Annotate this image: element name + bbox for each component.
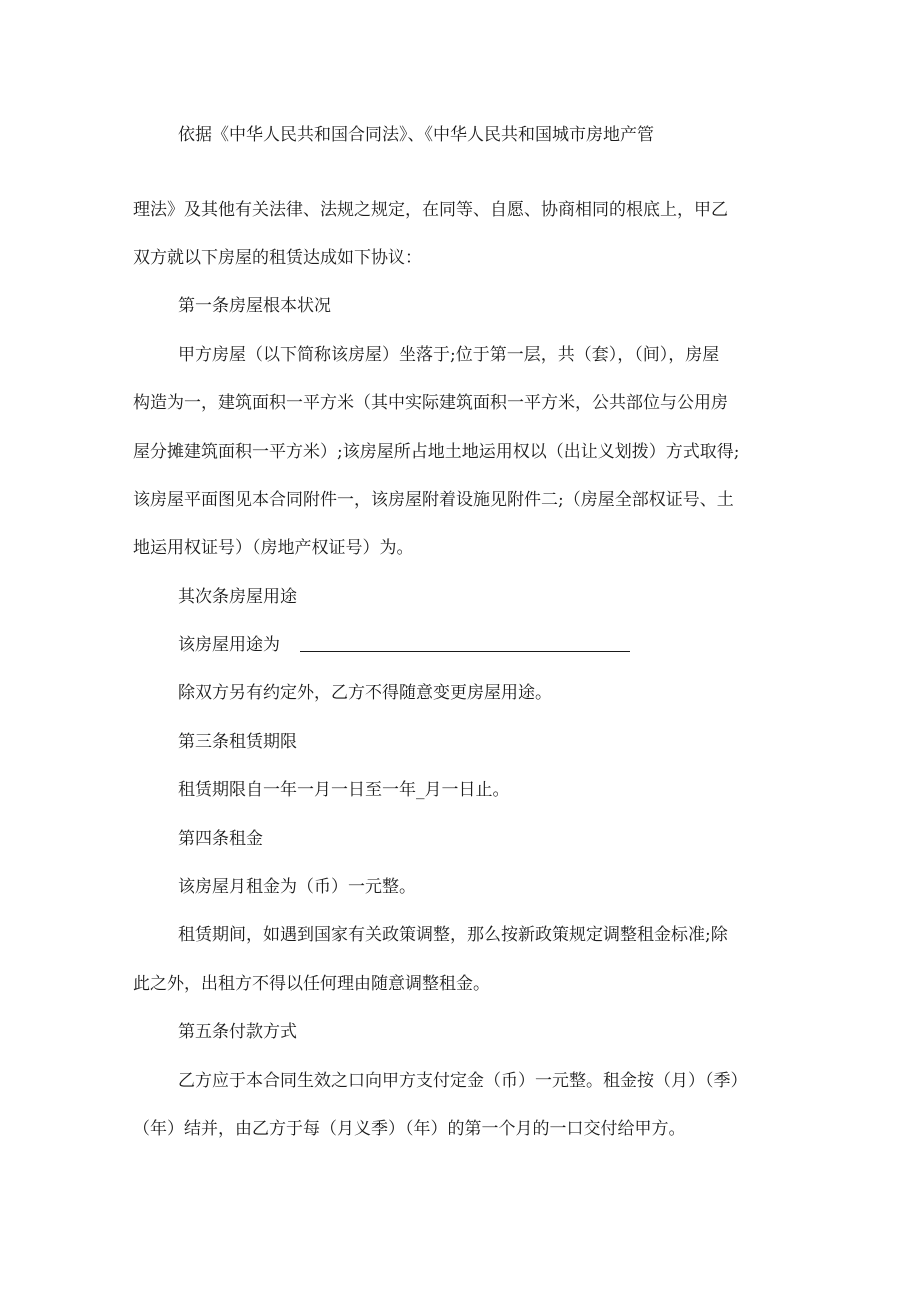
paragraph-line-4: 甲方房屋（以下简称该房屋）坐落于;位于第一层，共（套），（间），房屋 bbox=[178, 345, 720, 365]
paragraph-line-13: 此之外，出租方不得以任何理由随意调整租金。 bbox=[133, 974, 490, 994]
usage-blank-line bbox=[300, 651, 630, 652]
paragraph-line-2: 理法》及其他有关法律、法规之规定，在同等、自愿、协商相同的根底上，甲乙 bbox=[133, 200, 728, 220]
paragraph-line-7: 该房屋平面图见本合同附件一，该房屋附着设施见附件二;（房屋全部权证号、土 bbox=[133, 490, 734, 510]
paragraph-line-10: 租赁期限自一年一月一日至一年_月一日止。 bbox=[178, 780, 510, 800]
section-heading-1: 第一条房屋根本状况 bbox=[178, 296, 331, 316]
paragraph-line-5: 构造为一，建筑面积一平方米（其中实际建筑面积一平方米，公共部位与公用房 bbox=[133, 393, 728, 413]
section-heading-2: 其次条房屋用途 bbox=[178, 587, 297, 607]
paragraph-line-6: 屋分摊建筑面积一平方米）;该房屋所占地土地运用权以（出让义划拨）方式取得; bbox=[133, 442, 740, 462]
paragraph-line-15: （年）结并，由乙方于每（月义季）（年）的第一个月的一口交付给甲方。 bbox=[133, 1119, 686, 1139]
paragraph-line-12: 租赁期间，如遇到国家有关政策调整，那么按新政策规定调整租金标准;除 bbox=[178, 925, 728, 945]
paragraph-line-11: 该房屋月租金为（币）一元整。 bbox=[178, 877, 416, 897]
paragraph-line-9: 除双方另有约定外，乙方不得随意变更房屋用途。 bbox=[178, 683, 552, 703]
section-heading-5: 第五条付款方式 bbox=[178, 1022, 297, 1042]
paragraph-line-3: 双方就以下房屋的租赁达成如下协议： bbox=[133, 248, 422, 268]
section-heading-4: 第四条租金 bbox=[178, 829, 263, 849]
paragraph-line-1: 依据《中华人民共和国合同法》、《中华人民共和国城市房地产管 bbox=[178, 125, 654, 145]
paragraph-line-8: 地运用权证号）（房地产权证号）为。 bbox=[133, 538, 414, 558]
usage-field-label: 该房屋用途为 bbox=[178, 635, 280, 655]
section-heading-3: 第三条租赁期限 bbox=[178, 732, 297, 752]
paragraph-line-14: 乙方应于本合同生效之口向甲方支付定金（币）一元整。租金按（月）（季） bbox=[178, 1071, 748, 1091]
